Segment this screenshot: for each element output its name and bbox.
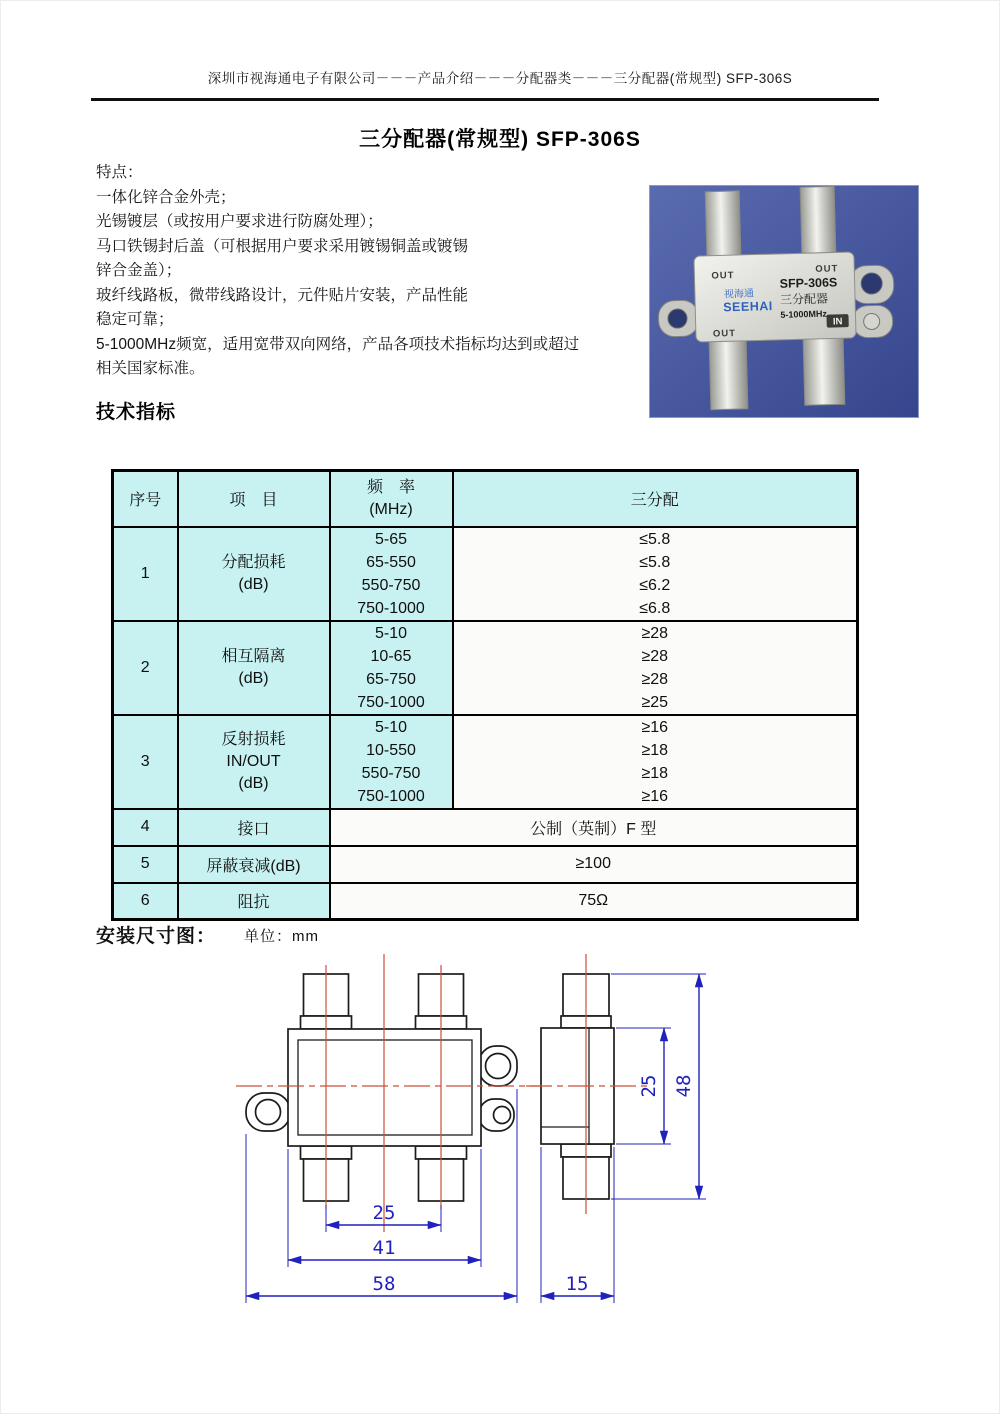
port-label-in: IN — [832, 316, 843, 328]
spec-table — [111, 469, 859, 921]
front-ear-right-bottom-hole — [494, 1107, 511, 1124]
header-item: 项 目 — [178, 471, 330, 527]
cell-freqs: 5-65 65-550 550-750 750-1000 — [330, 527, 453, 621]
cell-item: 分配损耗 (dB) — [178, 527, 330, 621]
front-view — [236, 954, 541, 1303]
cell-merged-value: ≥100 — [330, 846, 858, 883]
feature-line: 光锡镀层（或按用户要求进行防腐处理）； — [96, 213, 383, 230]
feature-line: 5-1000MHz频宽，适用宽带双向网络，产品各项技术指标均达到或超过 — [96, 335, 580, 353]
port-label-out-bottom-left: OUT — [712, 328, 737, 340]
photo-freq-text: 5-1000MHz — [780, 308, 828, 320]
front-ear-right-top-hole — [486, 1054, 511, 1079]
tech-specs-heading: 技术指标 — [96, 402, 177, 423]
feature-line: 锌合金盖）； — [96, 262, 182, 279]
side-view — [526, 954, 706, 1303]
table-row — [113, 883, 858, 920]
dim-body-width: 41 — [372, 1237, 396, 1259]
cell-item: 接口 — [178, 809, 330, 846]
unit-label: 单位：mm — [244, 928, 319, 945]
dim-side-depth: 15 — [565, 1273, 589, 1295]
header-freq — [330, 471, 453, 527]
dim-side-body-height: 25 — [638, 1074, 660, 1098]
dimension-drawing — [141, 949, 761, 1321]
cell-item: 反射损耗 IN/OUT (dB) — [178, 715, 330, 809]
ear-hole-left — [668, 309, 687, 328]
table-row — [113, 809, 858, 846]
dimension-heading: 安装尺寸图： — [96, 926, 217, 947]
header-freq-line2: (MHz) — [369, 500, 413, 518]
cell-values: ≥28 ≥28 ≥28 ≥25 — [453, 621, 858, 715]
breadcrumb: 深圳市视海通电子有限公司－－－产品介绍－－－分配器类－－－三分配器(常规型) SFP-306S — [207, 71, 793, 86]
photo-type-text: 三分配器 — [779, 291, 829, 307]
connector-bottom-left — [709, 341, 748, 410]
port-label-out-top-left: OUT — [711, 270, 735, 282]
features-block — [96, 161, 651, 382]
feature-line: 相关国家标准。 — [96, 360, 205, 377]
connector-top-right — [800, 186, 836, 253]
features-heading: 特点： — [96, 164, 143, 181]
front-ear-left-hole — [256, 1100, 281, 1125]
cell-freqs: 5-10 10-65 65-750 750-1000 — [330, 621, 453, 715]
product-photo-svg — [650, 186, 918, 417]
cell-no: 6 — [113, 883, 178, 920]
cell-merged-value: 公制（英制）F 型 — [330, 809, 858, 846]
cell-merged-value: 75Ω — [330, 883, 858, 920]
cell-no: 2 — [113, 621, 178, 715]
cell-no: 5 — [113, 846, 178, 883]
connector-top-left — [705, 191, 741, 258]
header-value: 三分配 — [453, 471, 858, 527]
feature-line: 稳定可靠； — [96, 311, 174, 328]
ear-hole-right-top — [861, 273, 883, 295]
table-row — [113, 527, 858, 621]
feature-line: 马口铁锡封后盖（可根据用户要求采用镀锡铜盖或镀锡 — [96, 237, 469, 255]
page-title: 三分配器(常规型) SFP-306S — [359, 128, 641, 151]
cell-values: ≤5.8 ≤5.8 ≤6.2 ≤6.8 — [453, 527, 858, 621]
table-row — [113, 621, 858, 715]
cell-no: 3 — [113, 715, 178, 809]
table-header-row — [113, 471, 858, 527]
logo-english: SEEHAI — [723, 299, 773, 315]
cell-item: 屏蔽衰减(dB) — [178, 846, 330, 883]
header-freq-line1: 频 率 — [366, 478, 415, 496]
photo-model-text: SFP-306S — [779, 275, 838, 291]
header-no: 序号 — [113, 471, 178, 527]
cell-no: 1 — [113, 527, 178, 621]
table-row — [113, 715, 858, 809]
logo-chinese: 视海通 — [723, 288, 755, 301]
cell-freqs: 5-10 10-550 550-750 750-1000 — [330, 715, 453, 809]
cell-no: 4 — [113, 809, 178, 846]
screw-right-bottom — [863, 313, 879, 329]
dim-port-spacing: 25 — [372, 1202, 396, 1224]
cell-values: ≥16 ≥18 ≥18 ≥16 — [453, 715, 858, 809]
product-photo — [649, 185, 919, 418]
connector-bottom-right — [803, 336, 845, 405]
header-divider — [91, 98, 879, 101]
port-label-out-top-right: OUT — [815, 263, 839, 275]
cell-item: 相互隔离 (dB) — [178, 621, 330, 715]
feature-line: 一体化锌合金外壳； — [96, 188, 236, 206]
feature-line: 玻纤线路板，微带线路设计，元件贴片安装，产品性能 — [96, 286, 469, 304]
cell-item: 阻抗 — [178, 883, 330, 920]
dim-overall-width: 58 — [372, 1273, 396, 1295]
table-row — [113, 846, 858, 883]
dim-side-overall-height: 48 — [673, 1074, 695, 1098]
